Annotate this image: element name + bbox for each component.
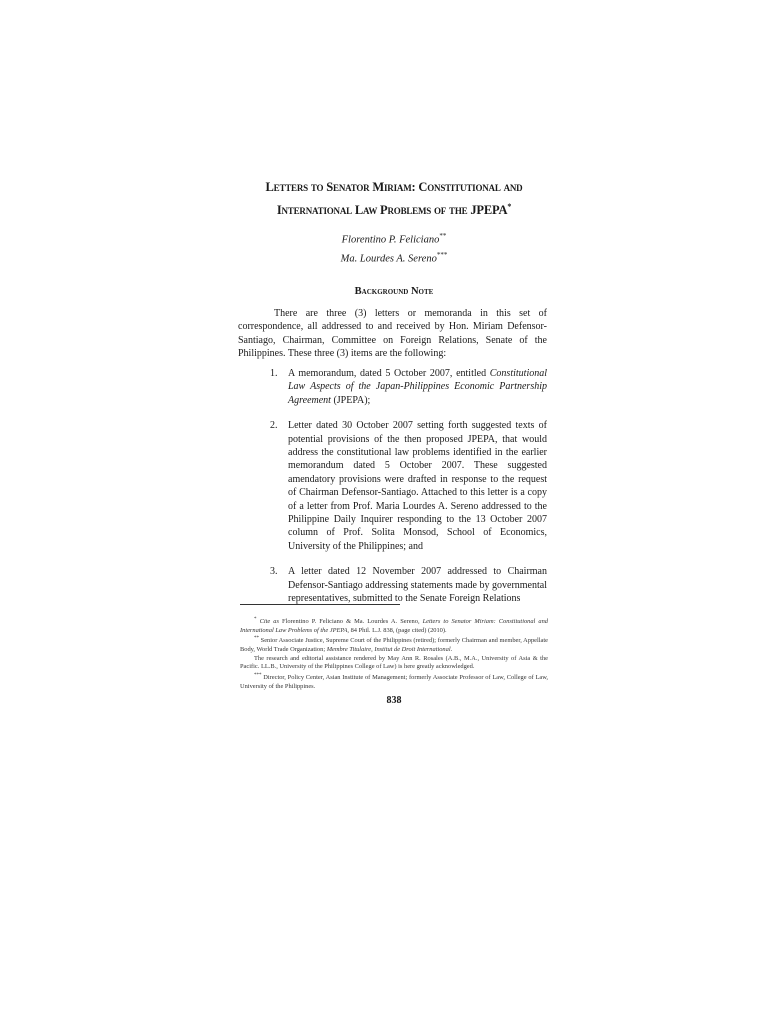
footnote xyxy=(240,655,548,672)
author-2-name: Ma. Lourdes A. Sereno xyxy=(340,253,437,264)
author-list xyxy=(230,229,558,266)
footnote-text: Florentino P. Feliciano & Ma. Lourdes A. Sereno, xyxy=(278,618,423,626)
list-item-number: 1. xyxy=(270,368,278,379)
list-item xyxy=(266,367,547,407)
title-line-2 xyxy=(230,197,558,220)
footnote-cite-as: Cite as xyxy=(259,618,279,626)
list-item-text-tail: (JPEPA); xyxy=(330,394,371,406)
footnote xyxy=(240,672,548,691)
footnote-text: Director, Policy Center, Asian Institute of Management; formerly Associate Professor of Law, College of Law, University of the Philippines. xyxy=(240,673,548,690)
footnote-marker: ** xyxy=(254,636,259,642)
list-item xyxy=(266,419,547,553)
footnote xyxy=(240,635,548,654)
footnote-text-tail: . xyxy=(450,646,453,654)
list-item-text: A memorandum, dated 5 October 2007, entitled xyxy=(288,368,490,379)
footnote xyxy=(240,616,548,635)
footnote-text: Senior Associate Justice, Supreme Court of the Philippines (retired); formerly Chairman and member, Appellate Body, World Trade Organization; xyxy=(240,637,548,654)
footnote-text-tail: , 84 Phil. L.J. 838, (page cited) (2010). xyxy=(347,626,447,634)
title-line-1: Letters to Senator Miriam: Constitutional and xyxy=(265,180,523,194)
author-1 xyxy=(230,229,558,248)
list-item-number: 3. xyxy=(270,566,278,578)
author-2 xyxy=(230,248,558,267)
list-item-text: A letter dated 12 November 2007 addressed to Chairman Defensor-Santiago addressing statements made by governmental representatives, submitted to the Senate Foreign Relations xyxy=(288,566,547,605)
list-item-text: Letter dated 30 October 2007 setting forth suggested texts of potential provisions of the then proposed JPEPA, that would address the constitutional law problems identified in the earlier memorandum dated 5 October 2007. These suggested amendatory provisions were drafted in response to the request of Chairman Defensor-Santiago. Attached to this letter is a copy of a letter from Prof. Maria Lourdes A. Sereno addressed to the Philippine Daily Inquirer responding to the 13 October 2007 column of Prof. Solita Monsod, School of Economics, University of the Philippines; and xyxy=(288,420,547,552)
author-1-footnote-marker: ** xyxy=(439,232,447,240)
footnote-divider xyxy=(240,604,400,605)
footnote-text: The research and editorial assistance rendered by May Ann R. Rosales (A.B., M.A., University of Asia & the Pacific. LL.B., University of the Philippines College of Law) is here greatly acknowledged. xyxy=(240,654,548,671)
title-footnote-marker: * xyxy=(507,202,512,211)
footnotes xyxy=(240,616,548,691)
list-item xyxy=(266,565,547,605)
author-2-footnote-marker: *** xyxy=(436,250,448,259)
footnote-italic-title: Membre Titulaire, Institut de Droit International xyxy=(326,646,451,654)
title-line-2-text: International Law Problems of the JPEPA xyxy=(276,203,508,218)
author-1-name: Florentino P. Feliciano xyxy=(341,234,440,246)
footnote-marker: * xyxy=(254,617,257,622)
list-item-number: 2. xyxy=(270,420,278,432)
article-title xyxy=(230,178,558,220)
footnote-marker: *** xyxy=(254,672,262,678)
intro-paragraph: There are three (3) letters or memoranda in this set of correspondence, all addressed to and received by Hon. Miriam Defensor-Santiago, Chairman, Committee on Foreign Relations, Senate of the Philippines. These three (3) items are the following: xyxy=(238,308,547,360)
numbered-list xyxy=(266,367,547,618)
page-number: 838 xyxy=(386,695,402,706)
section-heading: Background Note xyxy=(354,286,434,297)
list-item-italic-title: Constitutional Law Aspects of the Japan-Philippines Economic Partnership Agreement xyxy=(288,368,547,406)
footnote-italic-title: Letters to Senator Miriam: Constitutional and International Law Problems of the JPEPA xyxy=(240,618,548,634)
